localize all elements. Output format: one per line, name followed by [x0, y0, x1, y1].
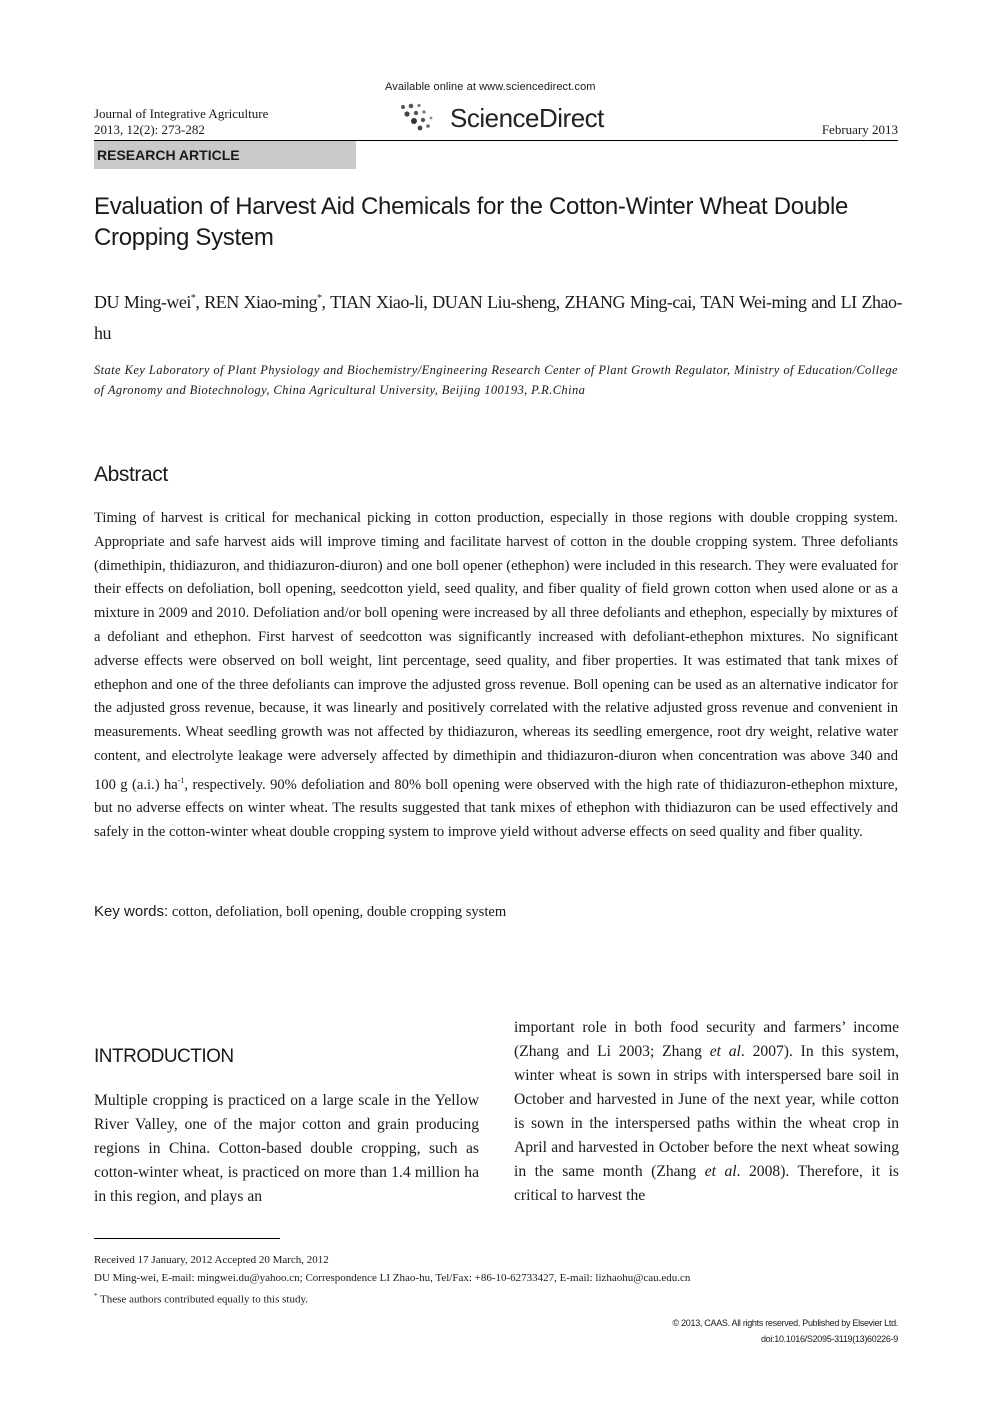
- sciencedirect-dots-icon: [398, 103, 444, 133]
- author[interactable]: DUAN Liu-sheng: [432, 292, 556, 312]
- keywords-text: cotton, defoliation, boll opening, double cropping system: [171, 904, 507, 920]
- footnotes: [94, 1251, 898, 1309]
- abstract-body: Timing of harvest is critical for mechanical picking in cotton production, especially in those regions with double cropping system. Appropriate and safe harvest aids will improve timing and facilitate harvest of cotton in the double cropping system. Three defoliants (dimethipin, thidiazuron, and thidiazuron-diuron) and one boll opener (ethephon) were included in this research. They were evaluated for their effects on defoliation, boll opening, seedcotton yield, seed quality, and fiber quality of field grown cotton when used alone or as a mixture in 2009 and 2010. Defoliation and/or boll opening were increased by all three defoliants and ethephon, especially by mixtures of a defoliant and ethephon. First harvest of seedcotton was significantly increased with defoliant-ethephon mixtures. No significant adverse effects were observed on boll weight, lint percentage, seed quality, and fiber properties. It was estimated that tank mixes of ethephon and one of the three defoliants can improve the adjusted gross revenue. Boll opening can be used as an alternative indicator for the adjusted gross revenue, because, it was linearly and positively correlated with the relative adjusted gross revenue and convenient in measurements. Wheat seedling growth was not affected by thidiazuron, whereas its seedling emergence, root dry weight, relative water content, and electrolyte leakage were adversely affected by dimethipin and thidiazuron-diuron when concentration was above 340 and 100 g (a.i.) $ha^{-1}$, respectively. 90% defoliation and 80% boll opening were observed with the high rate of thidiazuron-ethephon mixture, but no adverse effects on winter wheat. The results suggested that tank mixes of ethephon with thidiazuron can be used effectively and safely in the cotton-winter wheat double cropping system to improve yield without adverse effects on seed quality and fiber quality.: [94, 510, 898, 841]
- sciencedirect-logo[interactable]: [398, 102, 618, 134]
- sciencedirect-wordmark: ScienceDirect: [450, 102, 604, 133]
- abstract-heading: Abstract: [94, 463, 168, 486]
- copyright-notice: © 2013, CAAS. All rights reserved. Published by Elsevier Ltd.: [672, 1318, 898, 1328]
- author-list: DU Ming-wei*, REN Xiao-ming*, TIAN Xiao-li, DUAN Liu-sheng, ZHANG Ming-cai, TAN Wei-ming and LI Zhao-hu: [94, 292, 902, 343]
- article-type-banner: RESEARCH ARTICLE: [94, 141, 356, 169]
- equal-contribution-note: * These authors contributed equally to this study.: [94, 1292, 308, 1306]
- copyright-block: [673, 1315, 898, 1347]
- author[interactable]: TAN Wei-ming: [700, 292, 807, 312]
- author-mark: *: [317, 293, 322, 304]
- introduction-left-column: Multiple cropping is practiced on a large scale in the Yellow River Valley, one of the major cotton and grain producing regions in China. Cotton-based double cropping, such as cotton-winter wheat, is practiced on more than 1.4 million ha in this region, and plays an: [94, 1092, 479, 1205]
- author[interactable]: TIAN Xiao-li: [330, 292, 424, 312]
- author-mark: *: [190, 293, 196, 304]
- author[interactable]: ZHANG Ming-cai: [564, 292, 692, 312]
- journal-citation: [94, 106, 268, 138]
- introduction-right-column: important role in both food security and farmers’ income (Zhang and Li 2003; Zhang et al. 2007). In this system, winter wheat is sown in strips with interspersed bare soil in October and harvested in June of the next year, while cotton is sown in the interspersed paths within the wheat crop in April and harvested in October before the next wheat sowing in the same month (Zhang et al. 2008). Therefore, it is critical to harvest the: [514, 1019, 899, 1204]
- introduction-heading: INTRODUCTION: [94, 1046, 234, 1067]
- affiliation: State Key Laboratory of Plant Physiology and Biochemistry/Engineering Research Center of Plant Growth Regulator, Ministry of Education/College of Agronomy and Biotechnology, China Agricultural University, Beijing 100193, P.R.China: [94, 363, 898, 397]
- author[interactable]: REN Xiao-ming: [204, 292, 318, 312]
- journal-name: Journal of Integrative Agriculture: [94, 106, 269, 121]
- keywords: [94, 903, 506, 921]
- available-online-link[interactable]: Available online at www.sciencedirect.com: [385, 81, 596, 93]
- author[interactable]: LI Zhao-hu: [94, 292, 902, 343]
- issue-date: February 2013: [821, 122, 898, 137]
- doi-link[interactable]: doi:10.1016/S2095-3119(13)60226-9: [760, 1334, 898, 1344]
- keywords-label: Key words:: [94, 903, 169, 920]
- footnote-divider: [94, 1238, 280, 1239]
- received-dates: Received 17 January, 2012 Accepted 20 March, 2012: [94, 1254, 329, 1266]
- journal-issue: 2013, 12(2): 273-282: [94, 122, 205, 137]
- article-title: Evaluation of Harvest Aid Chemicals for the Cotton-Winter Wheat Double Cropping System: [94, 193, 849, 251]
- contact-info: DU Ming-wei, E-mail: mingwei.du@yahoo.cn; Correspondence LI Zhao-hu, Tel/Fax: +86-10-62733427, E-mail: lizhaohu@cau.edu.cn: [94, 1272, 691, 1284]
- author[interactable]: DU Ming-wei: [94, 292, 191, 312]
